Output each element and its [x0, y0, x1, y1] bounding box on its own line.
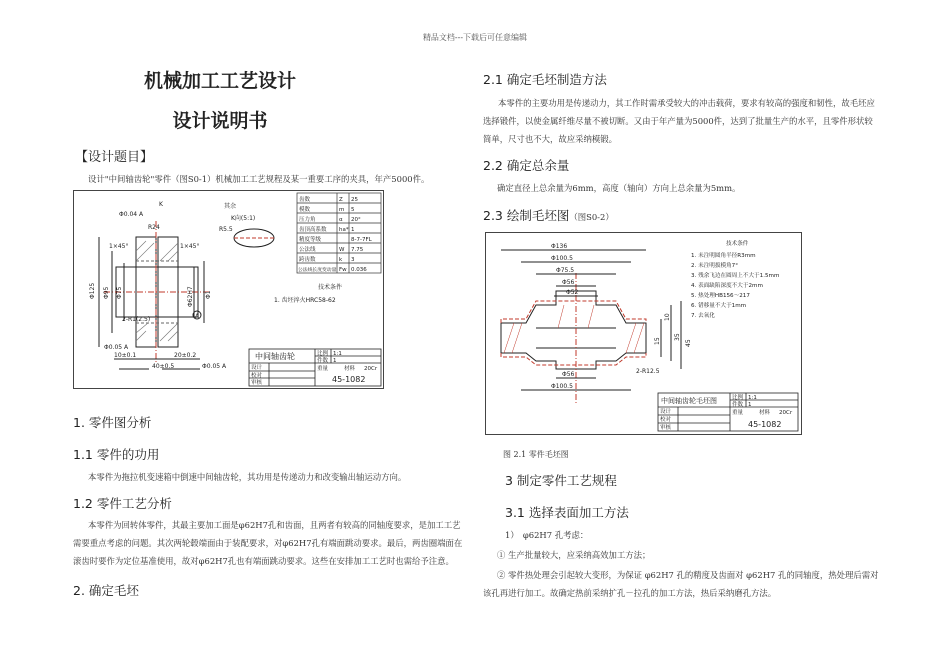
tech-req-item: 1. 齿坯淬火HRC58-62	[274, 297, 336, 304]
dim-40: 40±0.5	[152, 363, 175, 370]
blank-scale-label: 比例	[732, 395, 744, 401]
param-symbol: α	[339, 217, 343, 223]
section-2-1-heading: 2.1 确定毛坯制造方法	[483, 72, 607, 87]
dim-d56-bottom: Φ56	[562, 371, 575, 378]
dim-d100-5-bottom: Φ100.5	[551, 383, 573, 390]
param-symbol: m	[339, 207, 345, 213]
qty-label: 件数	[317, 358, 329, 364]
dim-r5-5: R5.5	[219, 226, 233, 233]
figure-ref: （图S0-2）	[569, 212, 614, 222]
blank-scale-value: 1:1	[748, 395, 757, 401]
blank-tech-item: 3. 残余飞边在圆周上不大于1.5mm	[691, 273, 780, 279]
weight-label: 重量	[317, 366, 329, 372]
blank-drawing-no: 45-1082	[748, 420, 782, 429]
label-k-view: K向(5:1)	[231, 215, 256, 222]
dim-d52: Φ52	[566, 289, 579, 296]
section-1-1-heading: 1.1 零件的功用	[73, 447, 160, 462]
dim-d136: Φ136	[551, 243, 568, 250]
label-rest: 其余	[224, 203, 237, 210]
param-symbol: ha*	[339, 227, 349, 233]
param-value: 3	[351, 257, 355, 263]
dim-d95: Φ95	[103, 286, 110, 299]
page-watermark: 精品文档---下载后可任意编辑	[422, 33, 528, 42]
dim-20: 20±0.2	[174, 352, 197, 359]
dim-45: 45	[685, 339, 692, 347]
section-2-2-text: 确定直径上总余量为6mm，高度（轴向）方向上总余量为5mm。	[497, 183, 741, 193]
dim-35: 35	[674, 333, 681, 341]
param-name: 公法线长度变动量	[298, 268, 337, 273]
dim-k: K	[159, 201, 163, 208]
section-1-2-text: 本零件为回转体零件，其最主要加工面是φ62H7孔和齿面，且两者有较高的同轴度要求，是加工工艺需要重点考虑的问题。其次两轮毂端面由于装配要求，对φ62H7孔有端面跳动要求。最后，两齿圈端面在滚齿时要作为定位基准使用，故对φ62H7孔也有端面跳动要求。这些在安排加工工艺时也需给予注意。	[73, 520, 463, 566]
param-value: 0.036	[351, 267, 367, 273]
title-block-drawing-no: 45-1082	[332, 375, 366, 384]
dim-runout-2: Φ0.05 A	[202, 363, 227, 370]
dim-10: 10	[664, 313, 671, 321]
dim-chamfer-left: 1×45°	[109, 243, 129, 250]
section-3-heading: 3 制定零件工艺规程	[505, 473, 617, 488]
blank-material-value: 20Cr	[779, 410, 793, 416]
blank-tech-item: 6. 错移量不大于1mm	[691, 303, 747, 309]
blank-row-design: 设计	[660, 409, 672, 415]
dim-15: 15	[654, 337, 661, 345]
title-block-part-name: 中间轴齿轮	[255, 352, 295, 361]
blank-qty-label: 件数	[732, 402, 744, 408]
blank-row-review: 审核	[660, 425, 672, 431]
blank-tech-item: 5. 热处理HB156～217	[691, 293, 750, 299]
part-drawing-svg	[74, 191, 383, 388]
param-symbol: Z	[339, 197, 343, 203]
dim-2r12-5: 2-R12.5	[636, 368, 660, 375]
section-1-heading: 1. 零件图分析	[73, 415, 152, 430]
material-value: 20Cr	[364, 366, 378, 372]
param-symbol: Fw	[339, 267, 347, 273]
item-1-a: ① 生产批量较大，应采纳高效加工方法；	[497, 550, 651, 560]
topic-heading: 【设计题目】	[75, 150, 154, 165]
blank-tech-title: 技术条件	[726, 241, 749, 247]
param-name: 压力角	[299, 217, 316, 223]
item-1-b: ② 零件热处理会引起较大变形，为保证 φ62H7 孔的精度及齿面对 φ62H7 孔的同轴度，热处理后需对该孔再进行加工。故确定热前采纳扩孔－拉孔的加工方法，热后采纳磨孔方法。	[483, 570, 879, 598]
section-2-3-heading-wrap	[483, 205, 614, 226]
dim-d125: Φ125	[89, 282, 96, 299]
param-name: 齿顶高系数	[299, 227, 327, 233]
blank-drawing	[485, 232, 802, 435]
qty-value: 1	[333, 358, 337, 364]
param-symbol: W	[339, 247, 345, 253]
dim-runout-1: Φ0.05 A	[104, 344, 129, 351]
dim-d62h7: Φ62H7	[187, 286, 194, 307]
part-drawing	[73, 190, 384, 389]
material-label: 材料	[344, 366, 356, 372]
blank-tech-item: 4. 表面缺陷深度不大于2mm	[691, 283, 763, 289]
param-value: 7.75	[351, 247, 364, 253]
dim-d1: Φ1	[205, 290, 212, 299]
scale-label: 比例	[317, 351, 329, 357]
scale-value: 1:1	[333, 351, 342, 357]
param-name: 齿数	[299, 197, 311, 203]
blank-tech-item: 7. 去氧化	[691, 313, 715, 319]
param-value: 1	[351, 227, 355, 233]
blank-tech-item: 2. 未注明拔模角7°	[691, 263, 739, 269]
document-title: 机械加工工艺设计	[143, 70, 296, 92]
section-2-3-heading: 2.3 绘制毛坯图	[483, 208, 570, 223]
param-name: 模数	[299, 207, 311, 213]
figure-caption: 图 2.1 零件毛坯图	[503, 450, 569, 459]
dim-d75: Φ75	[116, 286, 123, 299]
dim-d100-5-top: Φ100.5	[551, 255, 573, 262]
param-name: 公法线	[299, 247, 316, 253]
param-value: 5	[351, 207, 355, 213]
dim-2r1: 2-R1(2.5)	[122, 316, 151, 323]
section-2-heading: 2. 确定毛坯	[73, 583, 139, 598]
datum-a: A	[195, 313, 200, 320]
section-2-1-text: 本零件的主要功用是传递动力，其工作时需承受较大的冲击载荷，要求有较高的强度和韧性，故毛坯应选择锻件，以使金属纤维尽量不被切断。又由于年产量为5000件，达到了批量生产的水平，且零件形状较简单，尺寸也不大，故应采纳模锻。	[483, 98, 875, 144]
dim-runout-top: Φ0.04 A	[119, 211, 144, 218]
param-value: 25	[351, 197, 358, 203]
blank-tech-item: 1. 未注明圆角半径R3mm	[691, 253, 756, 259]
blank-row-check: 校对	[660, 417, 672, 423]
item-1: 1） φ62H7 孔考虑：	[505, 530, 589, 540]
param-name: 精度等级	[299, 237, 322, 243]
dim-d56-top: Φ56	[562, 279, 575, 286]
row-label-review: 审核	[251, 380, 263, 386]
param-value: 8-7-7FL	[351, 237, 372, 243]
blank-material-label: 材料	[759, 410, 771, 416]
blank-part-name: 中间轴齿轮毛坯图	[661, 397, 717, 405]
dim-d75-5: Φ75.5	[556, 267, 575, 274]
dim-10: 10±0.1	[114, 352, 137, 359]
tech-req-title: 技术条件	[318, 284, 343, 291]
param-value: 20°	[351, 217, 361, 223]
section-3-1-heading: 3.1 选择表面加工方法	[505, 505, 629, 520]
topic-text: 设计"中间轴齿轮"零件（图S0-1）机械加工工艺规程及某一重要工序的夹具，年产5000件。	[88, 174, 430, 184]
document-subtitle: 设计说明书	[172, 110, 268, 132]
blank-qty-value: 1	[748, 402, 752, 408]
section-2-2-heading: 2.2 确定总余量	[483, 158, 570, 173]
dim-r24: R24	[148, 224, 160, 231]
dim-chamfer-right: 1×45°	[180, 243, 200, 250]
blank-drawing-svg	[486, 233, 801, 434]
blank-weight-label: 重量	[732, 410, 744, 416]
section-1-2-heading: 1.2 零件工艺分析	[73, 496, 172, 511]
row-label-check: 校对	[251, 373, 263, 379]
param-symbol: k	[339, 257, 343, 263]
section-1-1-text: 本零件为拖拉机变速箱中倒速中间轴齿轮，其功用是传递动力和改变输出轴运动方向。	[88, 472, 407, 482]
param-name: 跨齿数	[299, 257, 316, 263]
row-label-design: 设计	[251, 365, 263, 371]
